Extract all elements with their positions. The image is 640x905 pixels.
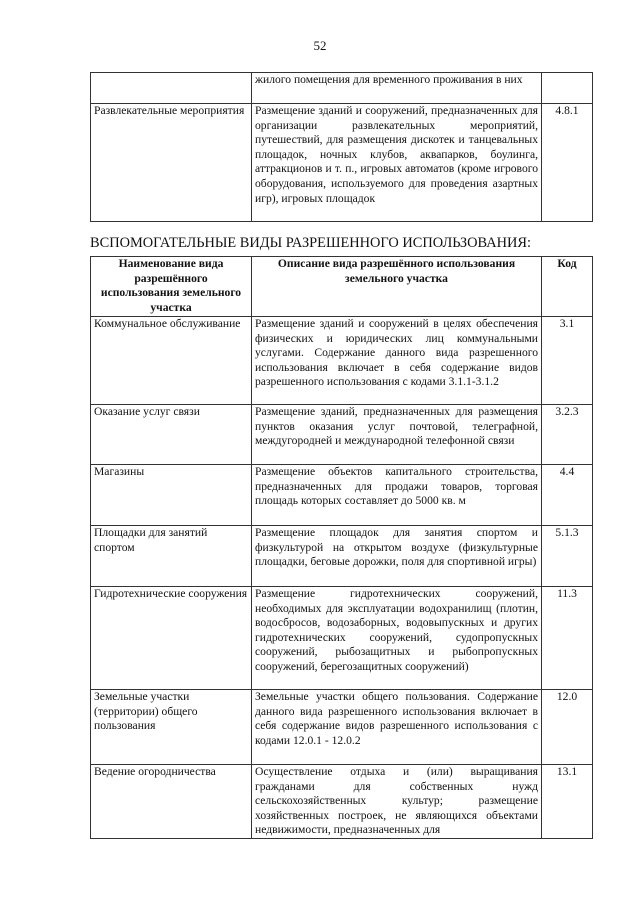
cell-description: Земельные участки общего пользования. Содержание данного вида разрешенного использования включает в себя содержание видов разрешенного использования с кодами 12.0.1 - 12.0.2 bbox=[252, 690, 542, 765]
cell-name: Гидротехнические сооружения bbox=[91, 587, 252, 690]
header-code: Код bbox=[542, 257, 593, 317]
cell-name: Земельные участки (территории) общего пользования bbox=[91, 690, 252, 765]
cell-code: 3.2.3 bbox=[542, 405, 593, 465]
cell-description: Размещение зданий и сооружений в целях обеспечения физических и юридических лиц коммунальными услугами. Содержание данного вида разрешенного использования включает в себя содержание видов разрешенного использования с кодами 3.1.1-3.1.2 bbox=[252, 317, 542, 405]
cell-code: 5.1.3 bbox=[542, 526, 593, 587]
page-number: 52 bbox=[313, 38, 327, 53]
header-description: Описание вида разрешённого использования земельного участка bbox=[252, 257, 542, 317]
header-name: Наименование вида разрешённого использования земельного участка bbox=[91, 257, 252, 317]
table-row bbox=[91, 405, 593, 465]
table-row bbox=[91, 690, 593, 765]
cell-name bbox=[91, 73, 252, 104]
cell-name: Оказание услуг связи bbox=[91, 405, 252, 465]
cell-code: 4.8.1 bbox=[542, 104, 593, 222]
cell-code: 4.4 bbox=[542, 465, 593, 526]
table-row bbox=[91, 526, 593, 587]
cell-name: Развлекательные мероприятия bbox=[91, 104, 252, 222]
table-row bbox=[91, 317, 593, 405]
cell-code: 3.1 bbox=[542, 317, 593, 405]
cell-name: Площадки для занятий спортом bbox=[91, 526, 252, 587]
cell-description: Осуществление отдыха и (или) выращивания гражданами для собственных нужд сельскохозяйственных культур; размещение хозяйственных построек, не являющихся объектами недвижимости, предназначенных для bbox=[252, 765, 542, 839]
cell-code bbox=[542, 73, 593, 104]
cell-name: Коммунальное обслуживание bbox=[91, 317, 252, 405]
table-header-row bbox=[91, 257, 593, 317]
table-row bbox=[91, 465, 593, 526]
section-heading: ВСПОМОГАТЕЛЬНЫЕ ВИДЫ РАЗРЕШЕННОГО ИСПОЛЬЗОВАНИЯ: bbox=[90, 235, 531, 251]
cell-description: Размещение объектов капитального строительства, предназначенных для продажи товаров, торговая площадь которых составляет до 5000 кв. м bbox=[252, 465, 542, 526]
table-row bbox=[91, 104, 593, 222]
cell-name: Магазины bbox=[91, 465, 252, 526]
table-row bbox=[91, 73, 593, 104]
cell-description: жилого помещения для временного проживания в них bbox=[252, 73, 542, 104]
cell-name: Ведение огородничества bbox=[91, 765, 252, 839]
cell-code: 12.0 bbox=[542, 690, 593, 765]
table-row bbox=[91, 587, 593, 690]
table-row bbox=[91, 765, 593, 839]
cell-description: Размещение зданий и сооружений, предназначенных для организации развлекательных мероприятий, путешествий, для размещения дискотек и танцевальных площадок, ночных клубов, аквапарков, боулинга, аттракционов и т. п., игровых автоматов (кроме игрового оборудования, используемого для проведения азартных игр), игровых площадок bbox=[252, 104, 542, 222]
auxiliary-uses-table bbox=[90, 256, 593, 839]
continued-table bbox=[90, 72, 593, 222]
cell-description: Размещение зданий, предназначенных для размещения пунктов оказания услуг почтовой, телеграфной, междугородней и международной телефонной связи bbox=[252, 405, 542, 465]
cell-description: Размещение площадок для занятия спортом и физкультурой на открытом воздухе (физкультурные площадки, беговые дорожки, поля для спортивной игры) bbox=[252, 526, 542, 587]
cell-code: 11.3 bbox=[542, 587, 593, 690]
cell-code: 13.1 bbox=[542, 765, 593, 839]
cell-description: Размещение гидротехнических сооружений, необходимых для эксплуатации водохранилищ (плотин, водосбросов, водозаборных, водовыпускных и других гидротехнических сооружений, судопропускных сооружений, рыбозащитных и рыбопропускных сооружений, берегозащитных сооружений) bbox=[252, 587, 542, 690]
